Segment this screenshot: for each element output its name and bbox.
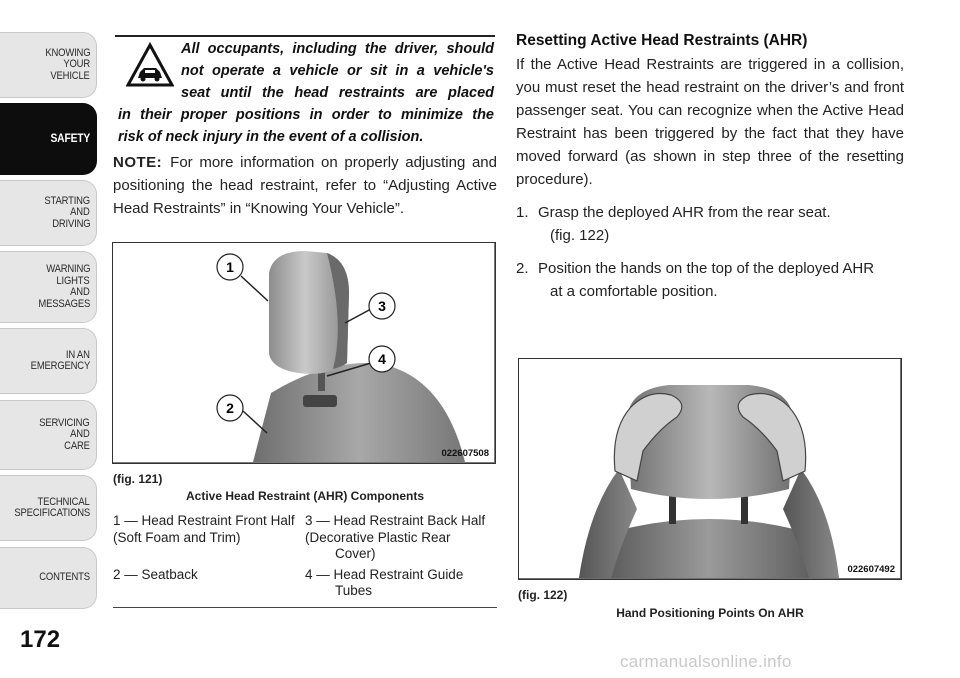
tab-in-an-emergency[interactable] bbox=[0, 328, 97, 394]
tab-label-line: AND bbox=[70, 206, 90, 219]
figure-122-caption: Hand Positioning Points On AHR bbox=[616, 606, 804, 620]
figure-code: 022607508 bbox=[441, 448, 489, 459]
tab-label-line: SPECIFICATIONS bbox=[14, 507, 90, 519]
warning-line: seat until the head restraints are placed bbox=[181, 85, 494, 101]
legend-item-1: 1 — Head Restraint Front Half (Soft Foam and Trim) bbox=[113, 513, 295, 545]
tab-label-line: LIGHTS bbox=[56, 274, 90, 287]
tab-safety[interactable] bbox=[0, 103, 97, 175]
tab-label-line: SERVICING bbox=[39, 416, 90, 429]
callout-4 bbox=[369, 346, 395, 372]
chapter-tab-sidebar bbox=[0, 0, 100, 678]
legend-item-4 bbox=[305, 567, 497, 600]
step-line: at a comfortable position. bbox=[550, 283, 718, 300]
warning-line: All occupants, including the driver, should bbox=[181, 41, 494, 57]
tab-warning-lights-and-messages[interactable] bbox=[0, 251, 97, 323]
svg-text:2: 2 bbox=[226, 400, 234, 416]
step-text bbox=[538, 257, 904, 303]
step-line: (fig. 122) bbox=[550, 227, 610, 244]
tab-label-line: SAFETY bbox=[50, 131, 90, 146]
hands-on-head-restraint-illustration bbox=[519, 359, 900, 578]
figure-121-legend bbox=[113, 513, 497, 604]
warning-line: in their proper positions in order to minimize the bbox=[118, 107, 494, 123]
callout-1 bbox=[217, 254, 243, 280]
figure-121-head-restraint-components bbox=[112, 242, 496, 464]
warning-line: not operate a vehicle or sit in a vehicle's bbox=[181, 63, 494, 79]
warning-message bbox=[118, 38, 494, 148]
legend-item-3 bbox=[305, 513, 497, 563]
tab-contents[interactable] bbox=[0, 547, 97, 609]
callout-2 bbox=[217, 395, 243, 421]
step-line: Position the hands on the top of the deployed AHR bbox=[538, 260, 875, 277]
legend-text: 4 — Head Restraint Guide bbox=[305, 566, 464, 582]
legend-text: Cover) bbox=[335, 546, 376, 561]
tab-label-line: WARNING bbox=[45, 263, 90, 275]
legend-row bbox=[113, 567, 497, 600]
step-number: 1. bbox=[516, 204, 529, 221]
tab-label-line: MESSAGES bbox=[38, 297, 90, 310]
legend-row bbox=[113, 513, 497, 563]
tab-label-line: YOUR bbox=[63, 58, 90, 71]
tab-label-line: AND bbox=[70, 286, 90, 298]
note-paragraph bbox=[113, 151, 497, 220]
callout-3 bbox=[369, 293, 395, 319]
legend-bottom-rule bbox=[113, 607, 497, 608]
svg-text:3: 3 bbox=[378, 298, 386, 314]
tab-label-line: EMERGENCY bbox=[30, 360, 90, 372]
tab-label-line: VEHICLE bbox=[50, 69, 90, 82]
section-intro: If the Active Head Restraints are triggered in a collision, you must reset the head restraint on the driver’s and front passenger seat. You can recognize when the Active Head Restraint has been triggered by the fact that they have moved forward (as shown in step three of the resetting procedure). bbox=[516, 56, 904, 188]
tab-servicing-and-care[interactable] bbox=[0, 400, 97, 470]
figure-121-caption: Active Head Restraint (AHR) Components bbox=[185, 489, 425, 503]
tab-label-line: CARE bbox=[64, 439, 90, 452]
tab-technical-specifications[interactable] bbox=[0, 475, 97, 541]
figure-122-hand-positioning bbox=[518, 358, 902, 580]
tab-label-line: KNOWING bbox=[44, 46, 90, 59]
legend-item-2: 2 — Seatback bbox=[113, 566, 198, 582]
warning-line: risk of neck injury in the event of a collision. bbox=[118, 129, 424, 145]
legend-text: 3 — Head Restraint Back Half (Decorative Plastic Rear bbox=[305, 513, 486, 545]
watermark: carmanualsonline.info bbox=[620, 652, 792, 671]
step-number: 2. bbox=[516, 260, 529, 277]
svg-text:1: 1 bbox=[226, 259, 234, 275]
page-number: 172 bbox=[20, 626, 61, 653]
warning-top-rule bbox=[115, 35, 495, 37]
tab-label-line: TECHNICAL bbox=[37, 495, 90, 508]
tab-label-line: AND bbox=[70, 428, 90, 441]
step-1 bbox=[516, 201, 904, 247]
tab-label-line: IN AN bbox=[66, 348, 90, 361]
svg-text:4: 4 bbox=[378, 351, 386, 367]
note-text: For more information on properly adjusting and positioning the head restraint, refer to “Adjusting Active Head Restraints” in “Knowing Your Vehicle”. bbox=[113, 154, 497, 217]
legend-text: Tubes bbox=[335, 583, 373, 598]
step-line: Grasp the deployed AHR from the rear seat. bbox=[538, 204, 831, 221]
figure-122-reference: (fig. 122) bbox=[518, 588, 568, 602]
step-2 bbox=[516, 257, 904, 303]
figure-121-reference: (fig. 121) bbox=[113, 472, 163, 486]
guide-tube-base bbox=[303, 395, 337, 407]
tab-label-line: CONTENTS bbox=[39, 571, 90, 584]
head-restraint-illustration bbox=[113, 243, 494, 462]
step-text bbox=[538, 201, 904, 247]
tab-knowing-your-vehicle[interactable] bbox=[0, 32, 97, 98]
note-label: NOTE: bbox=[113, 154, 163, 171]
figure-code: 022607492 bbox=[847, 564, 895, 575]
section-heading: Resetting Active Head Restraints (AHR) bbox=[516, 32, 808, 49]
tab-starting-and-driving[interactable] bbox=[0, 180, 97, 246]
resetting-section bbox=[516, 31, 904, 303]
tab-label-line: DRIVING bbox=[51, 217, 90, 230]
tab-label-line: STARTING bbox=[44, 194, 90, 207]
